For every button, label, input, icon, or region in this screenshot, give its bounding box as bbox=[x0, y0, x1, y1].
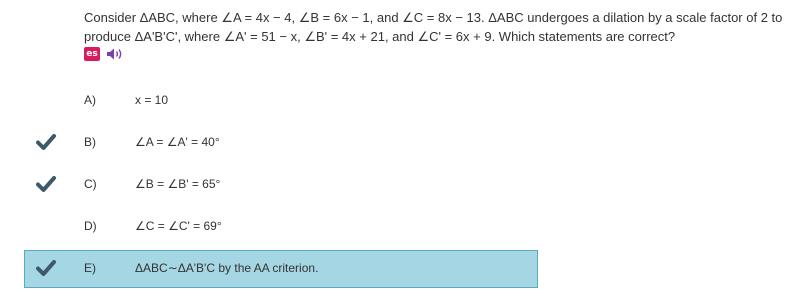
question-text: Consider ΔABC, where ∠A = 4x − 4, ∠B = 6x − 1, and ∠C = 8x − 13. ΔABC undergoes a dilation by a scale factor of 2 to produce ΔA'B'C', where ∠A' = 51 − x, ∠B' = 4x + 21, and ∠C' = 6x + 9. Which statements are correct? bbox=[84, 10, 783, 44]
read-aloud-icon[interactable] bbox=[106, 47, 124, 61]
answer-text: ∠C = ∠C' = 69° bbox=[135, 219, 222, 233]
question-tools bbox=[84, 46, 124, 62]
answer-option-b[interactable] bbox=[24, 124, 538, 162]
answer-text: ∠B = ∠B' = 65° bbox=[135, 177, 221, 191]
answer-letter: A) bbox=[84, 93, 96, 107]
answer-text: ∠A = ∠A' = 40° bbox=[135, 135, 220, 149]
answer-letter: B) bbox=[84, 135, 96, 149]
answer-option-d[interactable] bbox=[24, 208, 538, 246]
checkmark-icon bbox=[36, 133, 56, 151]
answer-text: ΔABC∼ΔA'B'C by the AA criterion. bbox=[135, 261, 319, 275]
answer-option-a[interactable] bbox=[24, 82, 538, 120]
spanish-translation-button[interactable]: es bbox=[84, 47, 100, 61]
checkmark-icon bbox=[36, 175, 56, 193]
answer-letter: D) bbox=[84, 219, 97, 233]
answer-letter: C) bbox=[84, 177, 97, 191]
answer-option-e[interactable] bbox=[24, 250, 538, 288]
answer-letter: E) bbox=[84, 261, 96, 275]
answer-option-c[interactable] bbox=[24, 166, 538, 204]
answer-text: x = 10 bbox=[135, 93, 169, 107]
checkmark-icon bbox=[36, 259, 56, 277]
